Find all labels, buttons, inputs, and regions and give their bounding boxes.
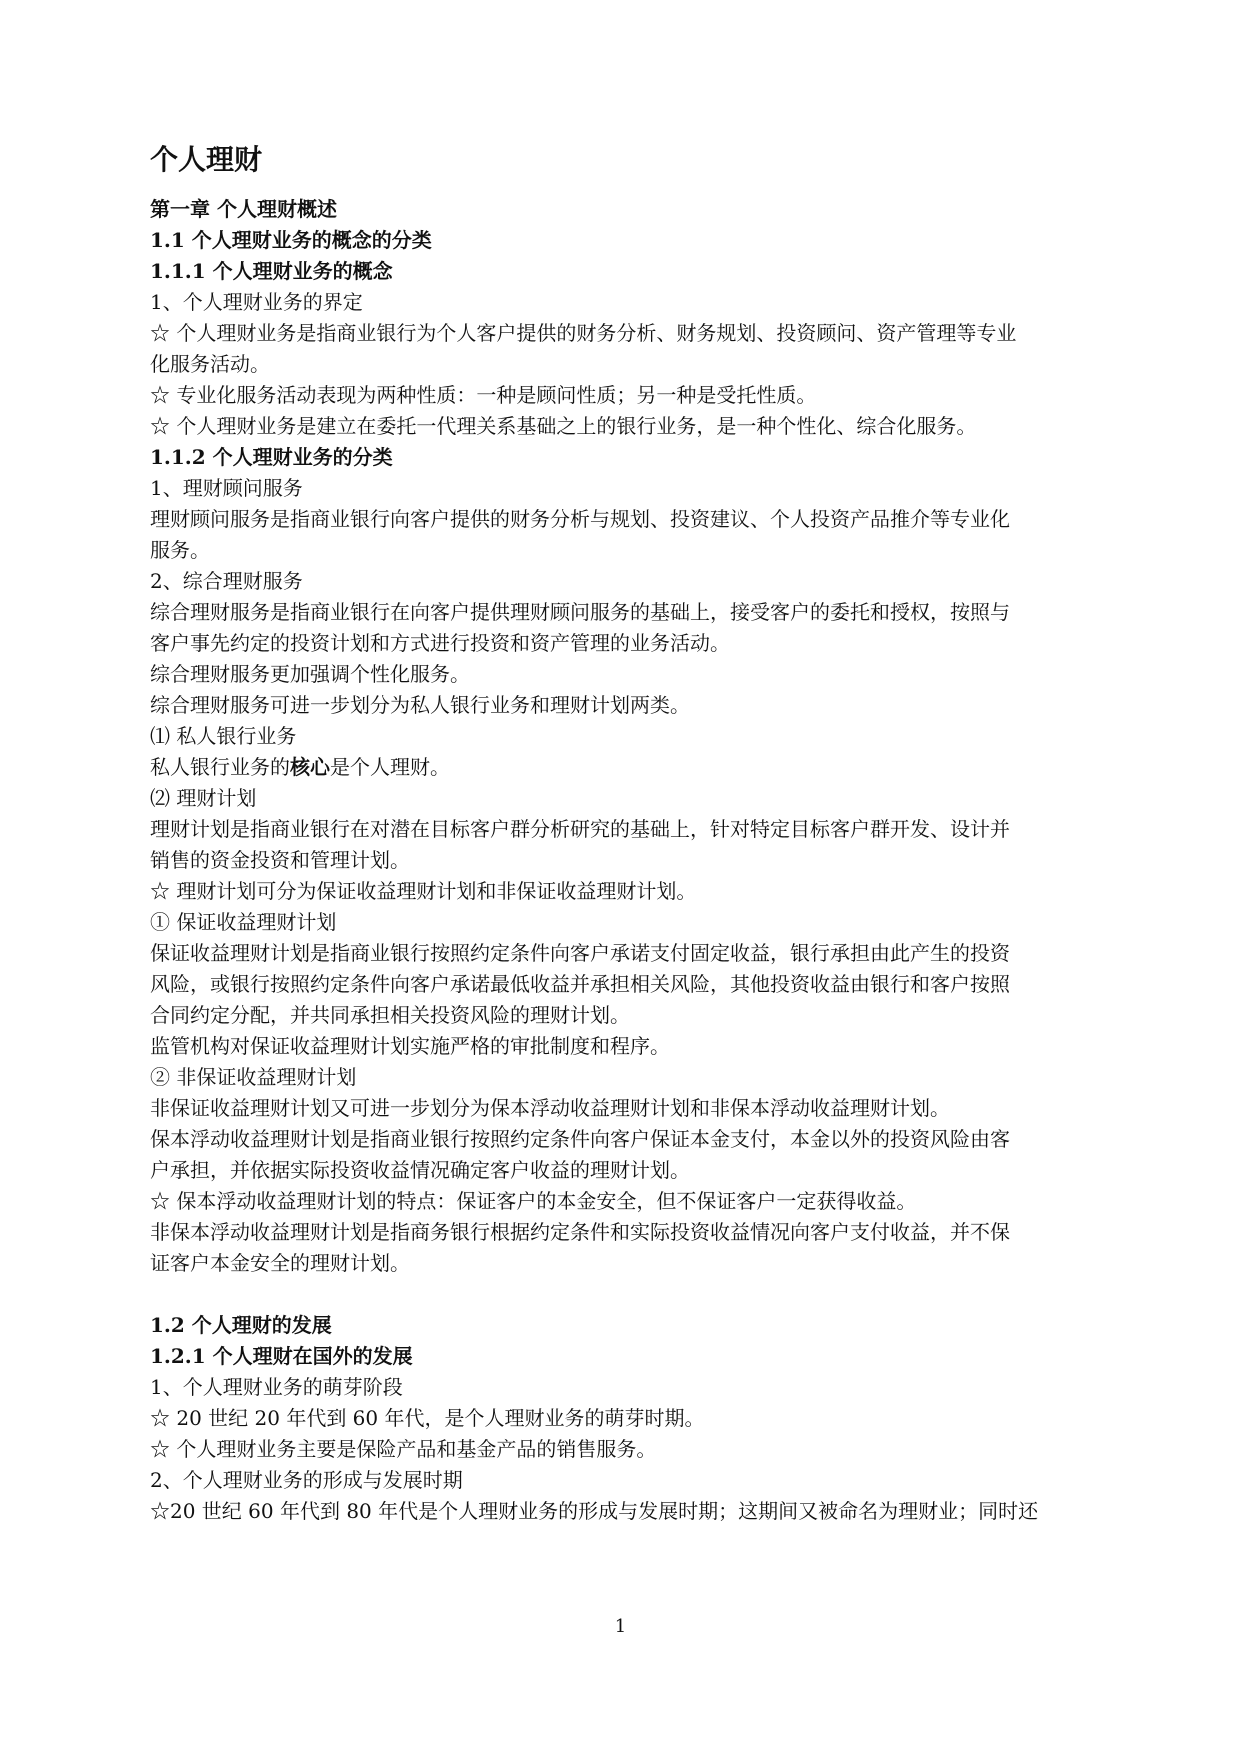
section-heading: 1.2.1 个人理财在国外的发展 (150, 1344, 413, 1368)
text-line: 2、个人理财业务的形成与发展时期 (150, 1468, 463, 1492)
text-line: ☆ 个人理财业务主要是保险产品和基金产品的销售服务。 (150, 1437, 657, 1461)
text-line: 销售的资金投资和管理计划。 (150, 848, 410, 872)
document-page (150, 140, 1110, 1527)
text-line: 证客户本金安全的理财计划。 (150, 1251, 410, 1275)
text-line: 1、个人理财业务的萌芽阶段 (150, 1375, 403, 1399)
text-line: ② 非保证收益理财计划 (150, 1065, 357, 1089)
text-line: 合同约定分配，并共同承担相关投资风险的理财计划。 (150, 1003, 630, 1027)
text-line: ☆ 个人理财业务是建立在委托一代理关系基础之上的银行业务，是一种个性化、综合化服务。 (150, 414, 977, 438)
text-line: 1、理财顾问服务 (150, 476, 303, 500)
text-line: 保证收益理财计划是指商业银行按照约定条件向客户承诺支付固定收益，银行承担由此产生的投资 (150, 941, 1010, 965)
section-heading: 1.1.2 个人理财业务的分类 (150, 445, 393, 469)
text-line: 1、个人理财业务的界定 (150, 290, 363, 314)
text-line: ① 保证收益理财计划 (150, 910, 337, 934)
blank-line (150, 1279, 1110, 1310)
bold-term: 核心 (290, 755, 330, 779)
text-line: 非保本浮动收益理财计划是指商务银行根据约定条件和实际投资收益情况向客户支付收益，并不保 (150, 1220, 1010, 1244)
text-span: 是个人理财。 (330, 755, 450, 779)
text-line: ☆ 理财计划可分为保证收益理财计划和非保证收益理财计划。 (150, 879, 697, 903)
document-title: 个人理财 (150, 143, 263, 176)
text-line: 2、综合理财服务 (150, 569, 303, 593)
text-line: 客户事先约定的投资计划和方式进行投资和资产管理的业务活动。 (150, 631, 730, 655)
text-line: 综合理财服务是指商业银行在向客户提供理财顾问服务的基础上，接受客户的委托和授权，按照与 (150, 600, 1010, 624)
section-heading: 1.1 个人理财业务的概念的分类 (150, 228, 432, 252)
document-body (150, 194, 1110, 1527)
text-line: 综合理财服务更加强调个性化服务。 (150, 662, 470, 686)
text-line: ☆ 个人理财业务是指商业银行为个人客户提供的财务分析、财务规划、投资顾问、资产管理等专业 (150, 321, 1017, 345)
text-line: 化服务活动。 (150, 352, 270, 376)
text-line: ☆ 保本浮动收益理财计划的特点：保证客户的本金安全，但不保证客户一定获得收益。 (150, 1189, 917, 1213)
text-line: ⑴ 私人银行业务 (150, 724, 297, 748)
text-line: 理财计划是指商业银行在对潜在目标客户群分析研究的基础上，针对特定目标客户群开发、设计并 (150, 817, 1010, 841)
text-line: ☆ 专业化服务活动表现为两种性质：一种是顾问性质；另一种是受托性质。 (150, 383, 817, 407)
text-line: ⑵ 理财计划 (150, 786, 257, 810)
section-heading: 1.2 个人理财的发展 (150, 1313, 332, 1337)
section-heading: 第一章 个人理财概述 (150, 197, 337, 221)
text-line: 综合理财服务可进一步划分为私人银行业务和理财计划两类。 (150, 693, 690, 717)
text-line: 保本浮动收益理财计划是指商业银行按照约定条件向客户保证本金支付，本金以外的投资风险由客 (150, 1127, 1010, 1151)
text-line: 服务。 (150, 538, 210, 562)
section-heading: 1.1.1 个人理财业务的概念 (150, 259, 393, 283)
text-line: 理财顾问服务是指商业银行向客户提供的财务分析与规划、投资建议、个人投资产品推介等专业化 (150, 507, 1010, 531)
text-line: ☆ 20 世纪 20 年代到 60 年代，是个人理财业务的萌芽时期。 (150, 1406, 705, 1430)
text-line (150, 752, 1110, 783)
text-line: ☆20 世纪 60 年代到 80 年代是个人理财业务的形成与发展时期；这期间又被命名为理财业；同时还 (150, 1499, 1039, 1523)
text-line: 风险，或银行按照约定条件向客户承诺最低收益并承担相关风险，其他投资收益由银行和客户按照 (150, 972, 1010, 996)
text-line: 户承担，并依据实际投资收益情况确定客户收益的理财计划。 (150, 1158, 690, 1182)
page-number: 1 (614, 1616, 627, 1637)
text-span: 私人银行业务的 (150, 755, 290, 779)
text-line: 监管机构对保证收益理财计划实施严格的审批制度和程序。 (150, 1034, 670, 1058)
text-line: 非保证收益理财计划又可进一步划分为保本浮动收益理财计划和非保本浮动收益理财计划。 (150, 1096, 950, 1120)
